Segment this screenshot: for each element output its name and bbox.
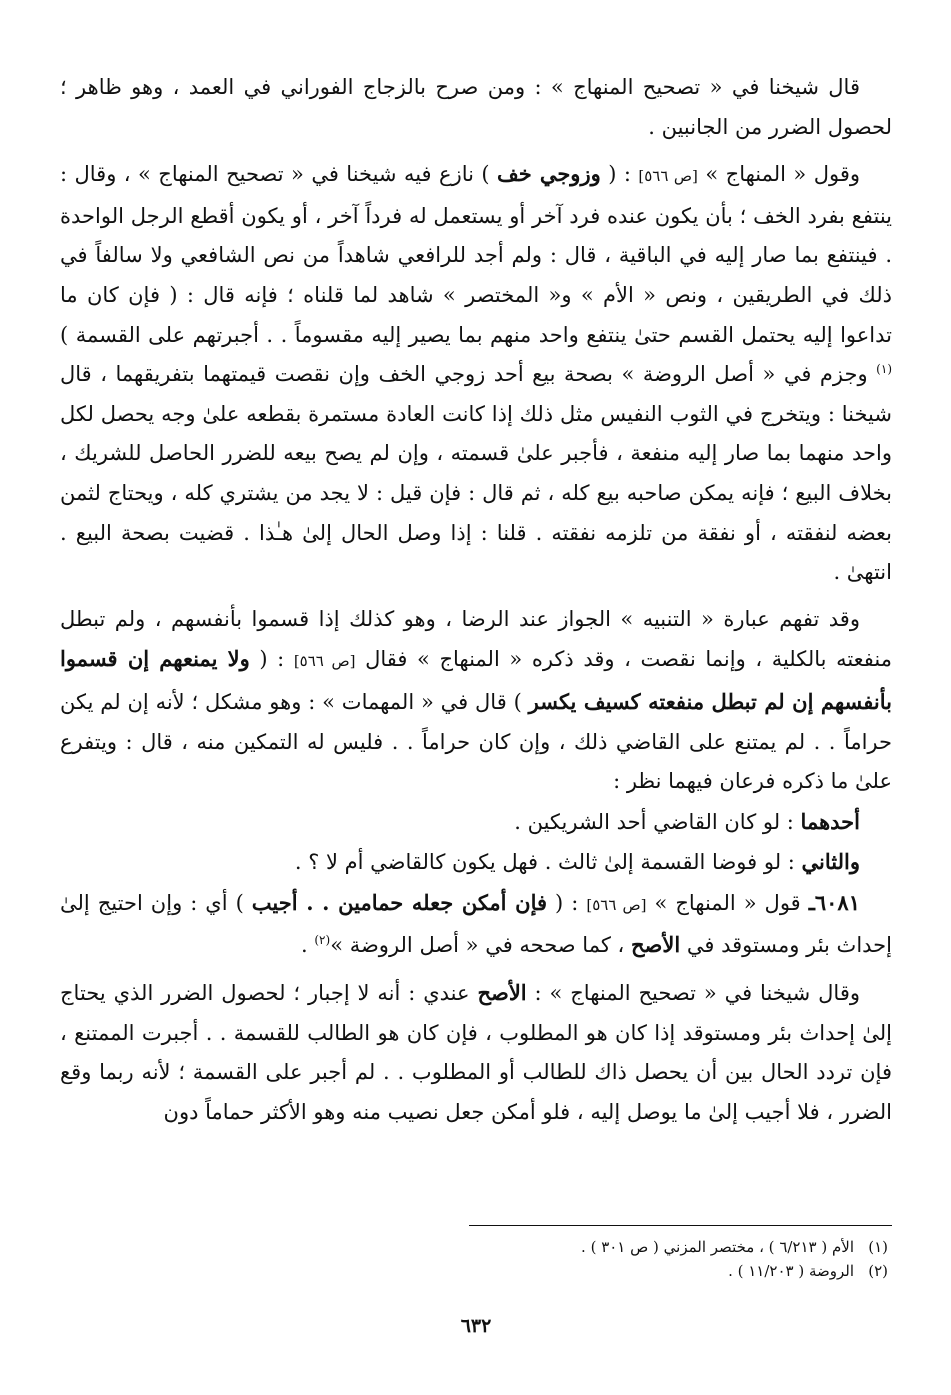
paragraph-3-text-c: ) قال في « المهمات » : وهو مشكل ؛ لأنه إن لم يكن حراماً . . لم يمتنع على القاضي ذلك ، وإن كان حراماً . . فليس له التمكين منه ، قال : ويتفرع علىٰ ما ذكره فرعان فيهما نظر :: [60, 689, 892, 794]
paragraph-5: [60, 842, 892, 883]
paragraph-2-text-a: وقول « المنهاج »: [697, 162, 860, 187]
paragraph-2-text-c: ) نازع فيه شيخنا في « تصحيح المنهاج » ، وقال : ينتفع بفرد الخف ؛ بأن يكون عنده فرد آخر أو يستعمل له فرداً آخر ، أو يكون أقطع الرجل الواحدة . فينتفع بما صار إليه في الباقية ، قال : ولم أجد للرافعي شاهداً من نص الشافعي ولا سالفاً في ذلك في الطريقين ، ونص « الأم » و« المختصر » شاهد لما قلناه ؛ فإنه قال : ( فإن كان ما تداعوا إليه يحتمل القسم حتىٰ ينتفع واحد منهم بما يصير إليه مقسوماً . . أجبرتهم على القسمة ): [60, 162, 892, 347]
paragraph-6-text-e: .: [301, 933, 315, 958]
footnote-marker-2: (٢): [314, 933, 331, 948]
branch-heading-first: أحدهما: [800, 808, 860, 834]
paragraph-6-text-a: قول « المنهاج »: [646, 890, 809, 915]
main-text: [60, 68, 892, 1132]
paragraph-6-text-d: ، كما صححه في « أصل الروضة »: [330, 933, 631, 958]
page-reference: [ص ٥٦٦]: [638, 167, 698, 186]
branch-heading-second: والثاني: [801, 849, 860, 875]
issue-number: ٦٠٨١ـ: [808, 889, 860, 915]
paragraph-2-text-b: : (: [600, 162, 639, 187]
paragraph-6-text-c: ) أي : وإن احتيج إلىٰ إحداث بئر ومستوقد في: [60, 890, 892, 958]
paragraph-7: [60, 973, 892, 1132]
paragraph-1-text: قال شيخنا في « تصحيح المنهاج » : ومن صرح بالزجاج الفوراني في العمد ، وهو ظاهر ؛ لحصول الضرر من الجانبين .: [60, 75, 892, 139]
footnote-number: (١): [868, 1238, 888, 1256]
paragraph-3-text-b: : (: [249, 647, 294, 672]
footnote-divider: [469, 1225, 892, 1226]
footnote-number: (٢): [868, 1262, 888, 1280]
paragraph-3: [60, 600, 892, 802]
paragraph-1: [60, 68, 892, 147]
page-reference: [ص ٥٦٦]: [586, 895, 647, 914]
quoted-matn-bold: ولا يمنعهم إن قسموا بأنفسهم إن لم تبطل منفعته كسيف يكسر: [60, 646, 892, 714]
footnote-text: الروضة ( ١١/٢٠٣ ) .: [728, 1262, 854, 1280]
paragraph-2: [60, 154, 892, 593]
footnote-1: [60, 1235, 892, 1259]
term-bold: الأصح: [477, 980, 527, 1006]
footnote-text: الأم ( ٦/٢١٣ ) ، مختصر المزني ( ص ٣٠١ ) .: [581, 1238, 854, 1256]
page-reference: [ص ٥٦٦]: [293, 652, 356, 671]
paragraph-2-text-d: وجزم في « أصل الروضة » بصحة بيع أحد زوجي الخف وإن نقصت قيمتهما بتفريقهما ، قال شيخنا : ويتخرج في الثوب النفيس مثل ذلك إذا كانت العادة مستمرة بقطعه علىٰ وجه يحصل لكل واحد منهما بما صار إليه منفعة ، فأجبر علىٰ قسمته ، وإن لم يصح بيعه للضرر الحاصل للشريك ، بخلاف البيع ؛ فإنه يمكن صاحبه بيع كله ، ثم قال : فإن قيل : لا يجد من يشتري كله ، ويحتاج لثمن بعضه لنفقته ، أو نفقة من تلزمه نفقته . قلنا : إذا وصل الحال إلىٰ هـٰذا . قضيت بصحة البيع . انتهىٰ .: [60, 362, 892, 585]
quoted-matn-bold: فإن أمكن جعله حمامين . . أجيب: [251, 889, 548, 915]
footnotes: [60, 1235, 892, 1283]
footnote-2: [60, 1259, 892, 1283]
footnote-marker-1: (١): [876, 362, 892, 377]
paragraph-4: [60, 802, 892, 843]
paragraph-4-text: : لو كان القاضي أحد الشريكين .: [514, 809, 801, 834]
term-bold: الأصح: [630, 932, 681, 958]
paragraph-6-text-b: : (: [547, 890, 587, 915]
paragraph-6: [60, 883, 892, 966]
book-page: [60, 68, 892, 1368]
paragraph-5-text: : لو فوضا القسمة إلىٰ ثالث . فهل يكون كالقاضي أم لا ؟ .: [294, 850, 802, 875]
paragraph-3-text-a: وقد تفهم عبارة « التنبيه » الجواز عند الرضا ، وهو كذلك إذا قسموا بأنفسهم ، ولم تبطل منفعته بالكلية ، وإنما نقصت ، وقد ذكره « المنهاج » فقال: [60, 606, 893, 672]
paragraph-7-text-b: عندي : أنه لا إجبار ؛ لحصول الضرر الذي يحتاج إلىٰ إحداث بئر ومستوقد إذا كان هو المطلوب ، فإن كان هو الطالب للقسمة . . أجبرت الممتنع ، فإن تردد الحال بين أن يحصل ذاك للطالب أو المطلوب . . لم أجبر على القسمة ؛ لأنه ربما وقع الضرر ، فلا أجيب إلىٰ ما يوصل إليه ، فلو أمكن جعل نصيب منه وهو الأكثر حماماً دون: [60, 981, 892, 1124]
quoted-matn-bold: وزوجي خف: [497, 161, 601, 187]
page-number: ٦٣٢: [460, 1315, 492, 1337]
paragraph-7-text-a: وقال شيخنا في « تصحيح المنهاج » :: [526, 981, 861, 1006]
